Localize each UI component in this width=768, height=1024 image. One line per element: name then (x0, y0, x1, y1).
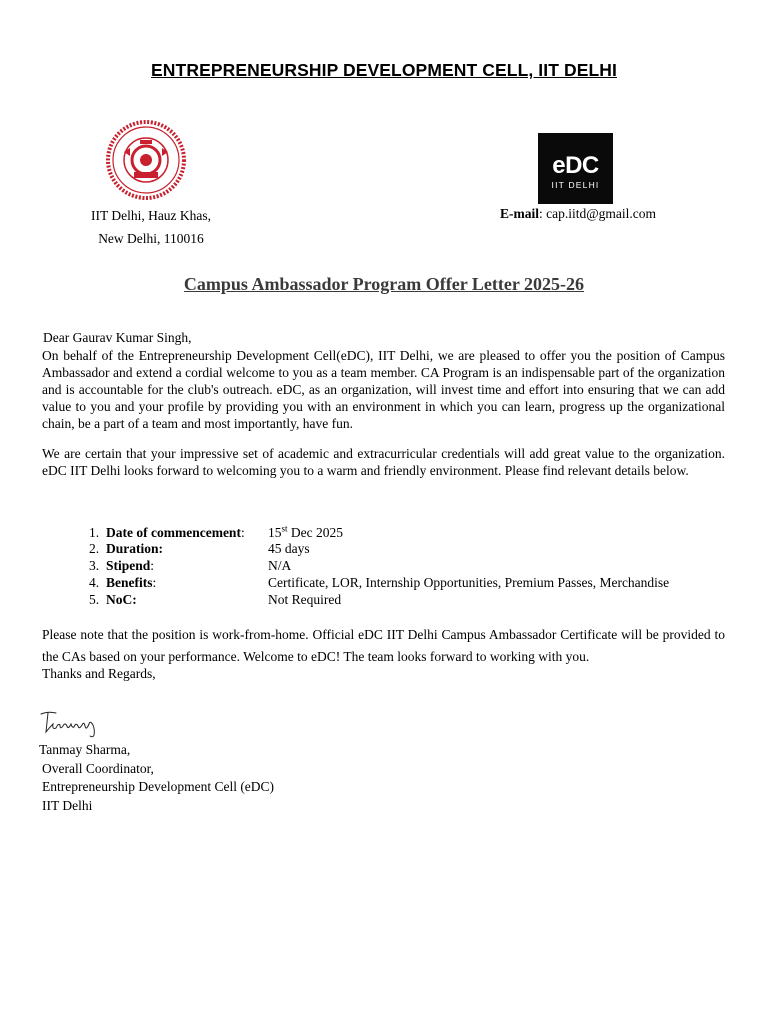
detail-value: 45 days (268, 541, 310, 556)
details-list (89, 518, 749, 608)
email-label: E-mail (500, 206, 539, 221)
signatory-institution: IIT Delhi (42, 797, 93, 813)
detail-value: 15st Dec 2025 (268, 523, 343, 540)
address-line-1: IIT Delhi, Hauz Khas, (90, 208, 212, 223)
detail-label: NoC: (106, 592, 137, 607)
email-contact (500, 204, 656, 224)
iit-delhi-seal-icon (104, 120, 188, 200)
edc-logo-sub: IIT DELHI (551, 179, 600, 190)
detail-number: 1. (89, 525, 100, 540)
letter-subject: Campus Ambassador Program Offer Letter 2025-26 (183, 274, 585, 294)
detail-row (89, 574, 749, 591)
handwritten-signature-icon (38, 708, 108, 738)
detail-value: Not Required (268, 592, 342, 607)
detail-number: 5. (89, 592, 100, 607)
detail-label: Stipend: (106, 558, 155, 573)
detail-label: Duration: (106, 541, 163, 556)
paragraph-intro: On behalf of the Entrepreneurship Development Cell(eDC), IIT Delhi, we are pleased to offer you the position of Campus Ambassador and extend a cordial welcome to you as a team member. CA Program is an indispensable part of the organization and is accountable for the club's outreach. eDC, as an organization, will invest time and effort into ensuring that we can add value to you and your profile by providing you with an environment in which you can learn, progress up the organizational chain, be a part of a team and most importantly, have fun. (42, 348, 725, 431)
detail-row (89, 557, 749, 574)
detail-label: Benefits: (106, 575, 157, 590)
paragraph-closing-note: Please note that the position is work-from-home. Official eDC IIT Delhi Campus Ambassador Certificate will be provided to the CAs based on your performance. Welcome to eDC! The team looks forward to working with you. (42, 627, 725, 664)
signatory-name: Tanmay Sharma, (39, 742, 131, 757)
closing-line: Thanks and Regards, (42, 666, 156, 681)
signatory-title: Overall Coordinator, (42, 760, 154, 776)
detail-number: 3. (89, 558, 100, 573)
document-title: ENTREPRENEURSHIP DEVELOPMENT CELL, IIT DELHI (151, 60, 617, 80)
email-value: : cap.iitd@gmail.com (539, 206, 657, 221)
detail-value: N/A (268, 558, 292, 573)
edc-logo-icon (538, 133, 613, 204)
detail-number: 2. (89, 541, 100, 556)
paragraph-credentials: We are certain that your impressive set of academic and extracurricular credentials will add great value to the organization. eDC IIT Delhi looks forward to welcoming you to a warm and friendly environment. Please find relevant details below. (42, 446, 725, 478)
detail-row (89, 518, 749, 540)
signatory-org: Entrepreneurship Development Cell (eDC) (42, 779, 275, 794)
edc-logo-brand: eDC (552, 151, 599, 179)
detail-value: Certificate, LOR, Internship Opportunities, Premium Passes, Merchandise (268, 575, 670, 590)
address-line-2: New Delhi, 110016 (98, 231, 204, 246)
signature-block (39, 741, 274, 815)
detail-label: Date of commencement: (106, 525, 245, 540)
salutation: Dear Gaurav Kumar Singh, (43, 330, 192, 345)
detail-number: 4. (89, 575, 100, 590)
detail-row (89, 540, 749, 557)
detail-row (89, 591, 749, 608)
address-block (70, 204, 232, 250)
